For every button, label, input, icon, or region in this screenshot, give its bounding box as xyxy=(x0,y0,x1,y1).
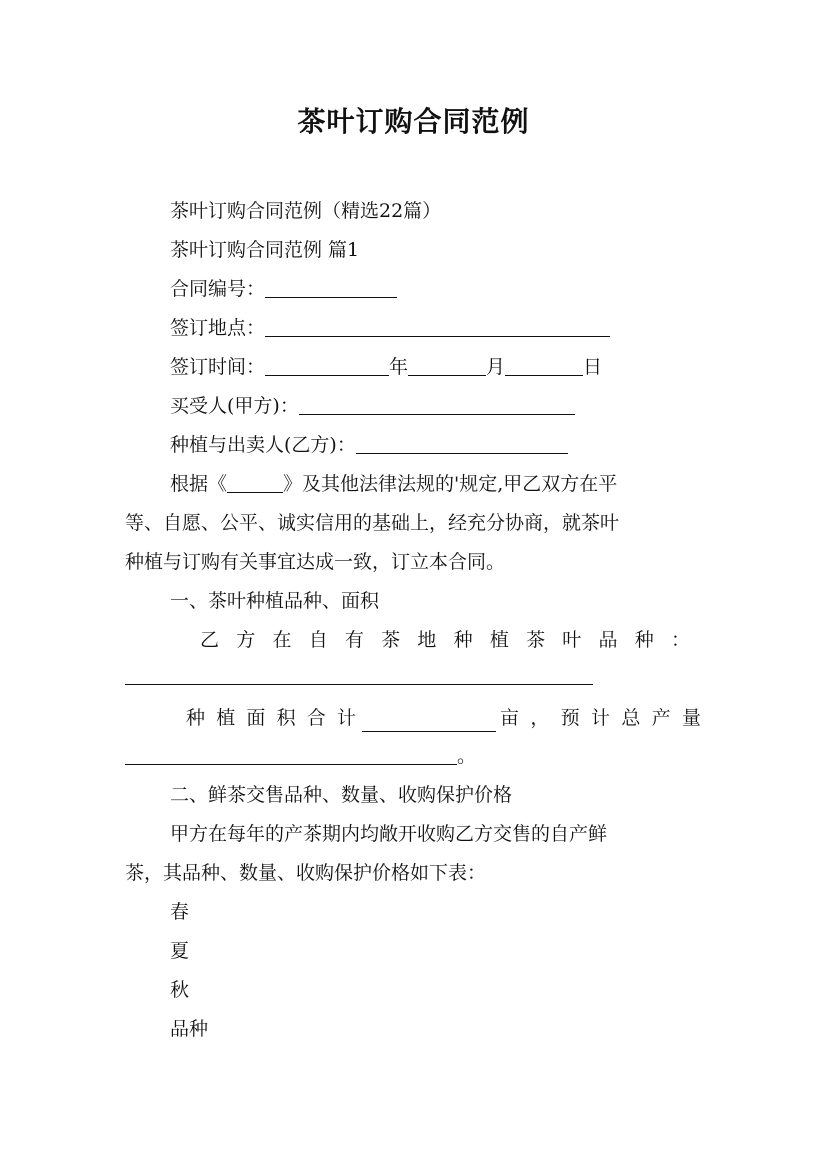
area-line xyxy=(186,704,701,732)
day-blank xyxy=(505,355,583,376)
output-label: 亩，预计总产量 xyxy=(500,707,701,729)
page-title: 茶叶订购合同范例 xyxy=(297,105,530,138)
area-blank xyxy=(362,711,496,732)
year-label: 年 xyxy=(389,356,409,378)
party-b-label: 种植与出卖人(乙方)： xyxy=(170,434,356,456)
variety-header: 品种 xyxy=(170,1018,209,1040)
year-blank xyxy=(265,355,389,376)
signing-time-label: 签订时间： xyxy=(170,356,266,378)
signing-place-line xyxy=(170,314,610,342)
signing-time-line xyxy=(170,353,602,381)
basis-line-2: 等、自愿、公平、诚实信用的基础上，经充分协商，就茶叶 xyxy=(125,512,620,534)
output-blank xyxy=(125,744,457,765)
party-a-line xyxy=(170,392,575,420)
season-summer: 夏 xyxy=(170,940,190,962)
basis-line-1-start: 根据《 xyxy=(170,473,228,495)
party-b-blank xyxy=(356,433,568,454)
purchase-line-1: 甲方在每年的产茶期内均敞开收购乙方交售的自产鲜 xyxy=(170,823,608,845)
variety-blank xyxy=(125,664,593,685)
contract-number-blank xyxy=(265,277,397,298)
variety-line: 乙方在自有茶地种植茶叶品种： xyxy=(200,629,690,651)
area-label: 种植面积合计 xyxy=(186,707,356,729)
chapter-heading: 茶叶订购合同范例 篇1 xyxy=(170,239,360,261)
party-a-label: 买受人(甲方)： xyxy=(170,395,299,417)
signing-place-blank xyxy=(265,316,610,337)
day-label: 日 xyxy=(583,356,603,378)
law-name-blank xyxy=(227,472,283,493)
month-blank xyxy=(408,355,486,376)
purchase-line-2: 茶，其品种、数量、收购保护价格如下表： xyxy=(125,862,487,884)
basis-line-1 xyxy=(170,470,617,498)
season-spring: 春 xyxy=(170,901,190,923)
section-2-heading: 二、鲜茶交售品种、数量、收购保护价格 xyxy=(170,784,513,806)
contract-number-line xyxy=(170,275,397,303)
document-subtitle: 茶叶订购合同范例（精选22篇） xyxy=(170,200,442,222)
output-period: 。 xyxy=(457,745,477,767)
season-autumn: 秋 xyxy=(170,979,190,1001)
contract-number-label: 合同编号： xyxy=(170,278,266,300)
month-label: 月 xyxy=(486,356,506,378)
party-b-line xyxy=(170,431,568,459)
basis-line-3: 种植与订购有关事宜达成一致，订立本合同。 xyxy=(125,551,506,573)
variety-blank-line xyxy=(125,662,593,690)
output-blank-line xyxy=(125,742,476,770)
signing-place-label: 签订地点： xyxy=(170,317,266,339)
party-a-blank xyxy=(299,394,575,415)
section-1-heading: 一、茶叶种植品种、面积 xyxy=(170,590,380,612)
basis-line-1-end: 》及其他法律法规的'规定,甲乙双方在平 xyxy=(283,473,618,495)
